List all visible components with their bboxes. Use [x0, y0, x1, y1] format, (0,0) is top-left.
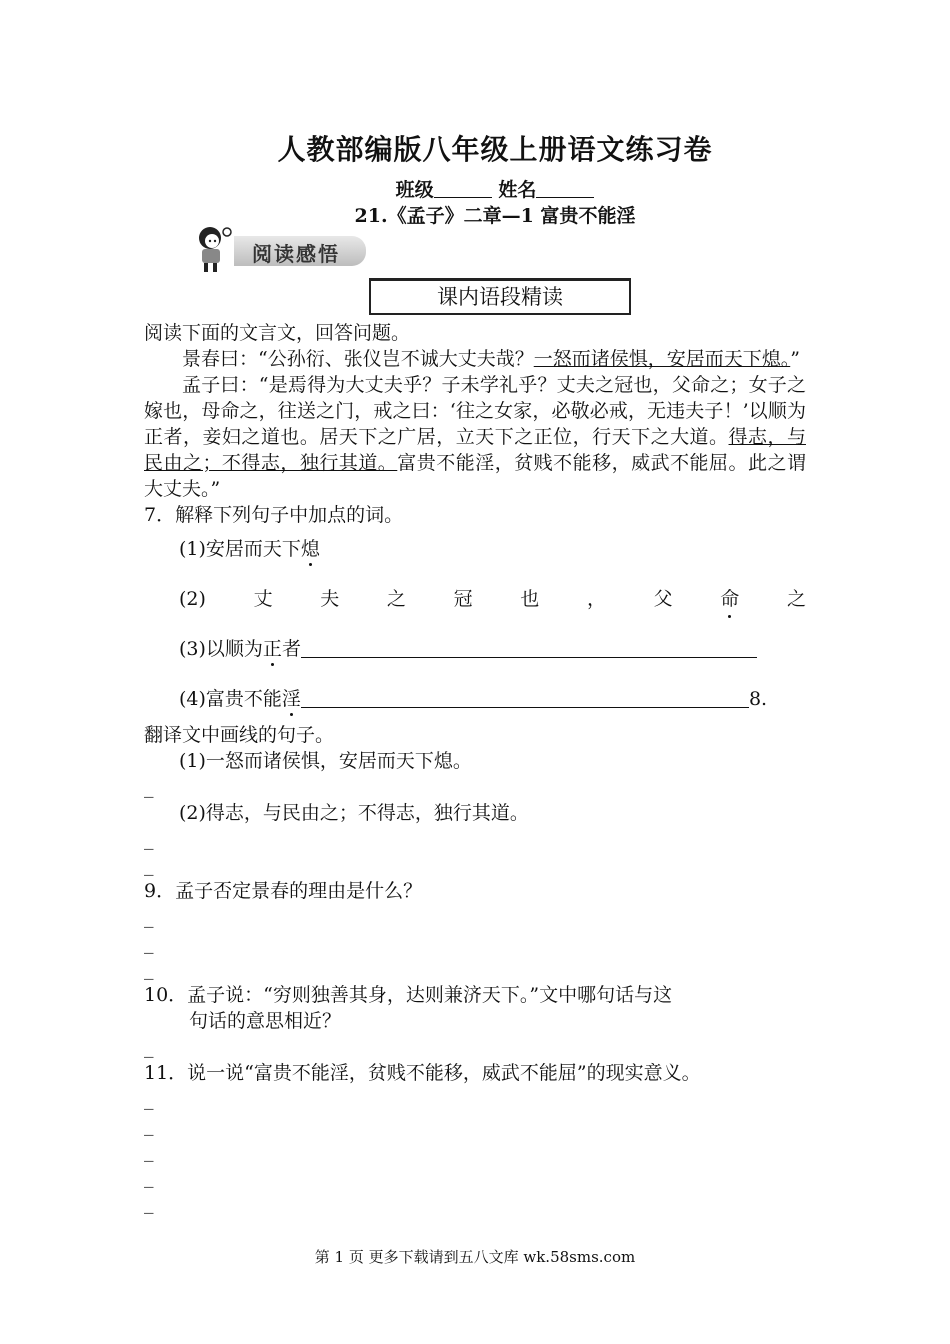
lesson-title: 21.《孟子》二章—1 富贵不能淫	[354, 205, 636, 227]
answer-line[interactable]: _	[144, 854, 154, 876]
answer-line[interactable]: _	[144, 906, 154, 928]
q7-2-char: 丈	[253, 588, 273, 610]
question-8-2: (2)得志，与民由之；不得志，独行其道。	[179, 802, 529, 824]
q7-2-dotted-word: 命	[720, 588, 740, 610]
q7-2-char: 之	[386, 588, 406, 610]
q7-3-text: (3)以顺为	[179, 638, 263, 660]
answer-line[interactable]: _	[144, 958, 154, 980]
reading-label: 阅读感悟	[252, 242, 340, 266]
question-9: 9．孟子否定景春的理由是什么？	[144, 880, 423, 902]
answer-line[interactable]: _	[144, 1114, 154, 1136]
question-7-4	[144, 686, 806, 712]
q8-number: 8.	[748, 688, 768, 710]
answer-line[interactable]: _	[144, 1140, 154, 1162]
name-blank[interactable]	[536, 179, 594, 198]
section-box	[369, 278, 631, 315]
p1-underlined: 一怒而诸侯惧，安居而天下熄。	[533, 348, 791, 370]
class-blank[interactable]	[434, 179, 492, 198]
answer-line[interactable]: _	[144, 1192, 154, 1214]
passage-intro: 阅读下面的文言文，回答问题。	[144, 322, 411, 344]
q7-4-text: (4)富贵不能	[179, 688, 282, 710]
p2-text: 孟子曰：“是焉得为大丈夫乎？子未学礼乎？丈夫之冠也，父命之；女子之嫁也，母命之，往送之门，戒之曰：‘往之女家，必敬必戒，无违夫子！’以顺为正者，妾妇之道也。居天下之广居，立天下之正位，行天下之大道。	[144, 374, 806, 448]
p1-end: ”	[790, 348, 800, 370]
question-7-2	[144, 586, 806, 612]
q7-2-char: 冠	[453, 588, 473, 610]
answer-line[interactable]: _	[144, 828, 154, 850]
page-title: 人教部编版八年级上册语文练习卷	[277, 133, 713, 166]
reading-section-header	[190, 224, 370, 274]
page-footer: 第 1 页 更多下载请到五八文库 wk.58sms.com	[314, 1248, 636, 1266]
q7-1-dotted-word: 熄	[300, 538, 320, 560]
answer-line[interactable]: _	[144, 776, 154, 798]
question-7-3	[144, 636, 806, 662]
passage-paragraph-2	[144, 372, 806, 502]
question-7: 7．解释下列句子中加点的词。	[144, 504, 404, 526]
question-11: 11．说一说“富贵不能淫，贫贱不能移，威武不能屈”的现实意义。	[144, 1062, 701, 1084]
q7-1-text: (1)安居而天下	[179, 538, 301, 560]
answer-line[interactable]: _	[144, 1166, 154, 1188]
section-box-label: 课内语段精读	[437, 285, 563, 309]
question-10-cont: 句话的意思相近？	[189, 1010, 342, 1032]
question-8: 翻译文中画线的句子。	[144, 724, 335, 746]
answer-line[interactable]: _	[144, 1036, 154, 1058]
q7-4-answer-blank[interactable]	[301, 687, 749, 708]
answer-line[interactable]: _	[144, 1088, 154, 1110]
p2-end: 富贵不能淫，贫贱不能移，威武不能屈。此之谓大丈夫。”	[144, 452, 806, 500]
question-7-1	[144, 536, 806, 562]
answer-line[interactable]: _	[144, 932, 154, 954]
question-8-1: (1)一怒而诸侯惧，安居而天下熄。	[179, 750, 472, 772]
passage-paragraph-1	[144, 346, 806, 372]
q7-3-dotted-word: 正	[262, 638, 282, 660]
q7-2-char: ，	[586, 588, 606, 610]
q7-2-char: 父	[653, 588, 673, 610]
student-info	[0, 175, 950, 202]
p2-underlined: 得志，与民由之；不得志，独行其道。	[144, 426, 806, 474]
question-10: 10．孟子说：“穷则独善其身，达则兼济天下。”文中哪句话与这	[144, 984, 673, 1006]
q7-2-char: 夫	[320, 588, 340, 610]
q7-3-text-end: 者	[281, 638, 301, 660]
q7-2-char: 也	[520, 588, 540, 610]
q7-4-dotted-word: 淫	[281, 688, 301, 710]
exercise-content	[144, 320, 806, 1216]
q7-2-char: (2)	[179, 588, 206, 610]
q7-2-char: 之	[786, 588, 806, 610]
p1-text: 景春曰：“公孙衍、张仪岂不诚大丈夫哉？	[182, 348, 534, 370]
reading-mascot-icon	[190, 224, 240, 274]
name-label: 姓名	[498, 179, 537, 201]
q7-3-answer-blank[interactable]	[301, 637, 757, 658]
class-label: 班级	[395, 179, 434, 201]
